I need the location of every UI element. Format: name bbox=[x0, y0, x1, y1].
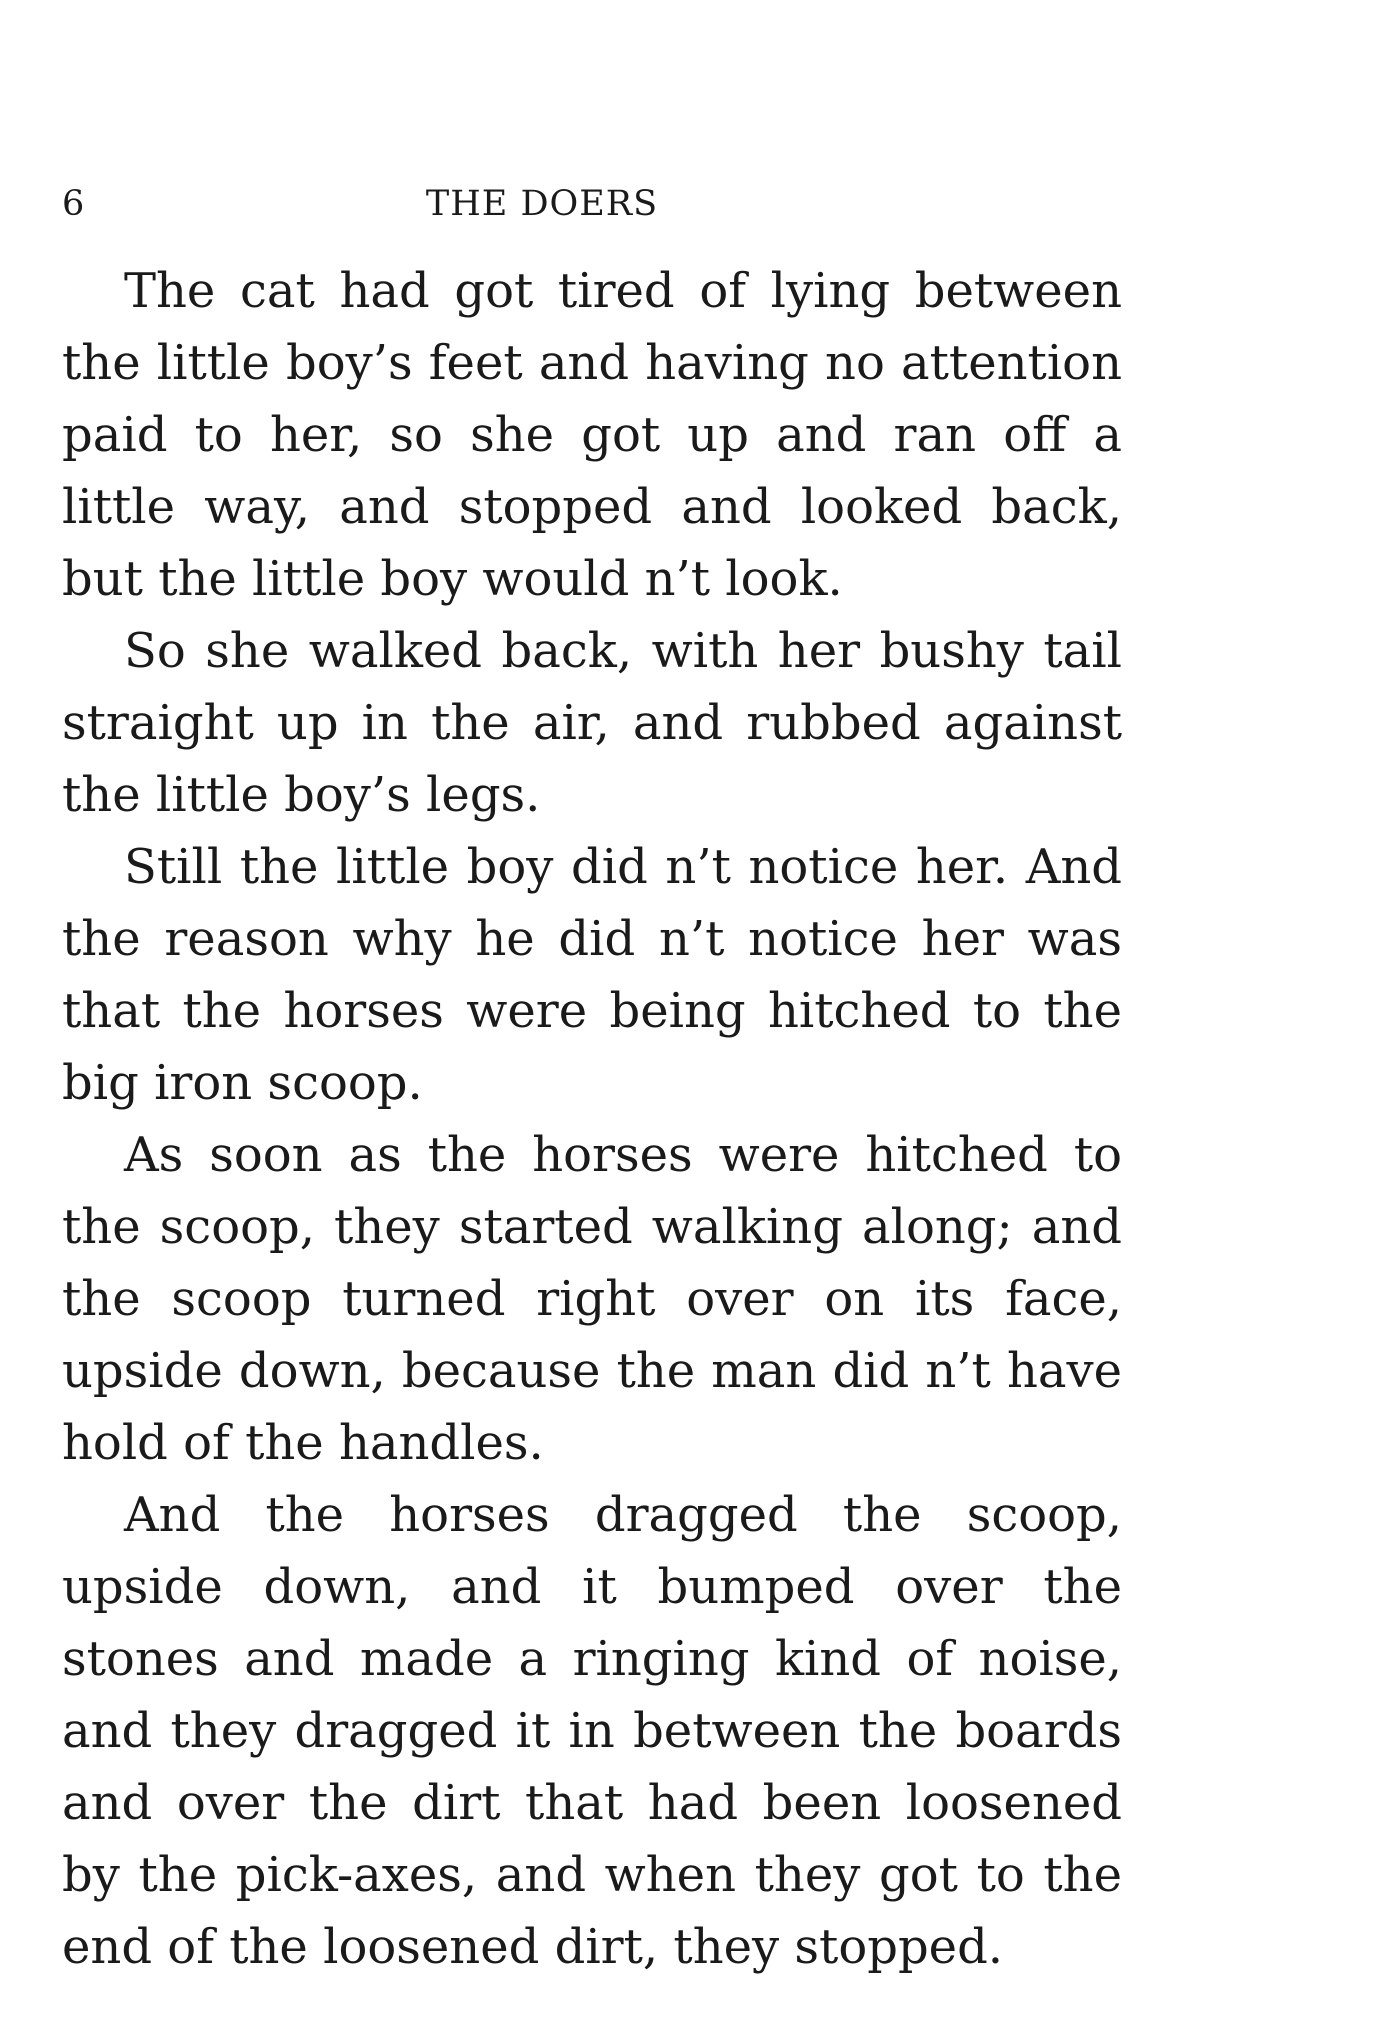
paragraph: Still the little boy did n’t notice her. And the reason why he did n’t notice her was that the horses were being hitched to the big iron scoop. bbox=[62, 839, 1122, 1111]
paragraph: And the horses dragged the scoop, upside down, and it bumped over the stones and made a ringing kind of noise, and they dragged it in between the boards and over the dirt that had been loosened by the pick-axes, and when they got to the end of the loosened dirt, they stopped. bbox=[62, 1487, 1122, 1975]
paragraph: The cat had got tired of lying between the little boy’s feet and having no attention paid to her, so she got up and ran off a little way, and stopped and looked back, but the little boy would n’t look. bbox=[62, 263, 1122, 607]
paragraph: As soon as the horses were hitched to the scoop, they started walking along; and the scoop turned right over on its face, upside down, because the man did n’t have hold of the handles. bbox=[62, 1127, 1122, 1471]
body-text bbox=[62, 255, 1122, 1983]
running-head bbox=[62, 184, 1122, 232]
running-title: THE DOERS bbox=[425, 184, 659, 224]
page-number: 6 bbox=[62, 184, 86, 224]
paragraph: So she walked back, with her bushy tail straight up in the air, and rubbed against the little boy’s legs. bbox=[62, 623, 1122, 823]
